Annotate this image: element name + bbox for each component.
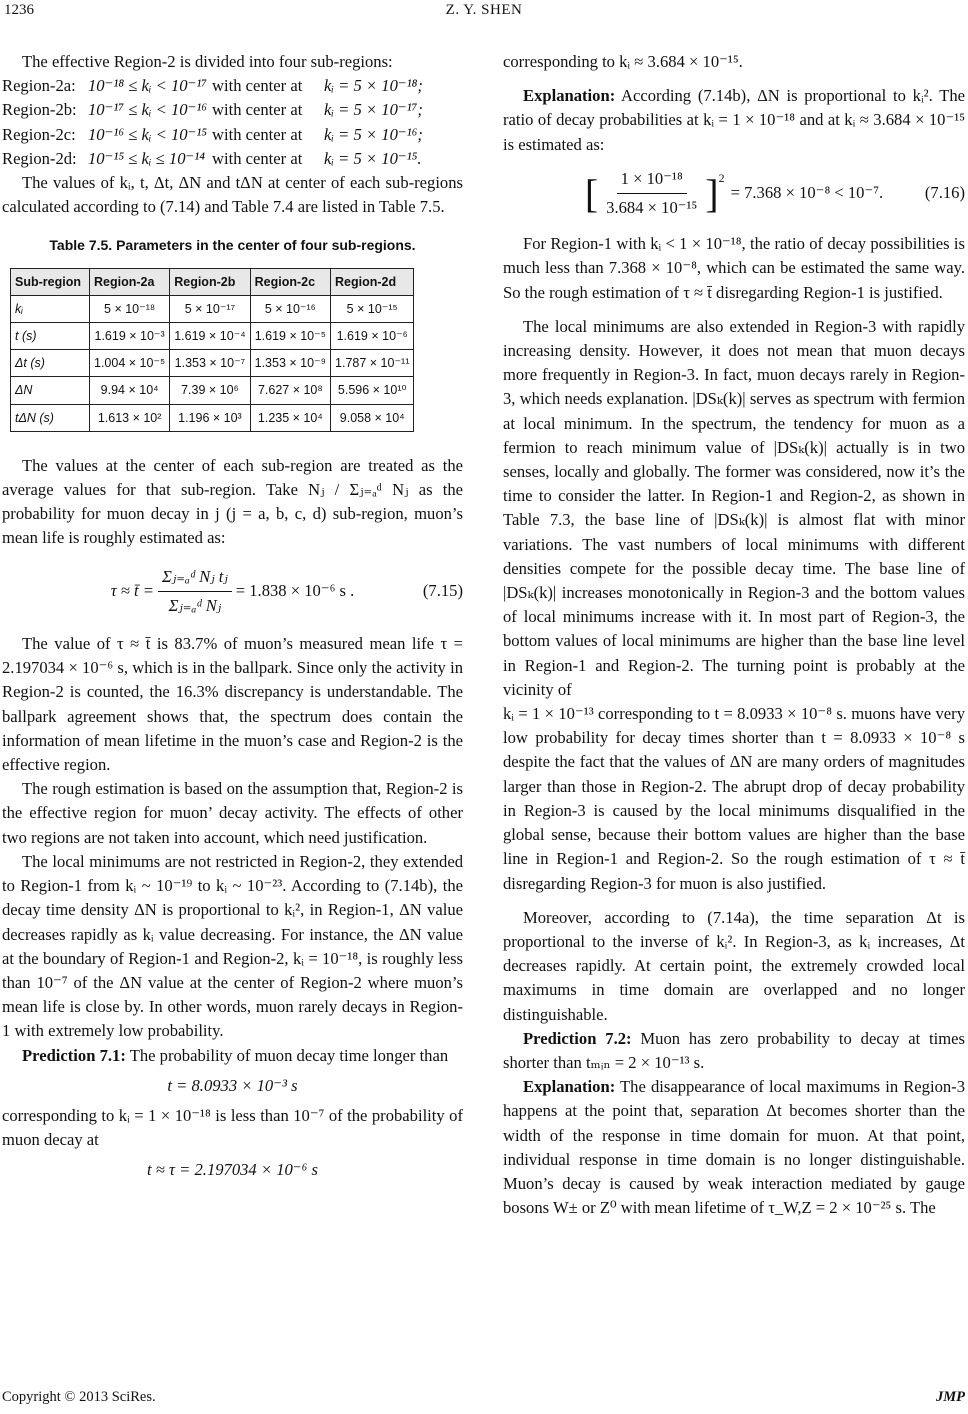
region-label: Region-2b: [2, 100, 77, 120]
table-cell: 9.94 × 10⁴ [90, 377, 170, 404]
region-center-label: with center at [212, 100, 303, 120]
equation-fraction [602, 167, 701, 220]
paragraph: The effective Region-2 is divided into four sub-regions: [22, 52, 393, 71]
table-cell: 1.619 × 10⁻⁴ [170, 323, 250, 350]
equation-7-15 [2, 565, 463, 618]
prediction-title: Prediction 7.2: [523, 1028, 632, 1048]
equation-numerator: 1 × 10⁻¹⁸ [617, 167, 687, 194]
region-range: 10⁻¹⁸ ≤ kᵢ < 10⁻¹⁷ [88, 76, 208, 96]
paragraph: corresponding to kᵢ = 1 × 10⁻¹⁸ is less than 10⁻⁷ of the probability of muon decay at [2, 1105, 463, 1150]
region-range: 10⁻¹⁶ ≤ kᵢ < 10⁻¹⁵ [88, 124, 208, 144]
table-header-row [11, 268, 414, 295]
prediction-text: The probability of muon decay time longer than [129, 1045, 449, 1065]
region-range: 10⁻¹⁷ ≤ kᵢ < 10⁻¹⁶ [88, 100, 208, 120]
explanation [503, 84, 965, 157]
region-center: kᵢ = 5 × 10⁻¹⁸; [324, 76, 423, 96]
table-cell: 1.619 × 10⁻⁶ [331, 323, 414, 350]
equation-numerator: Σⱼ₌ₐᵈ Nⱼ tⱼ [158, 565, 232, 592]
table-cell: 1.004 × 10⁻⁵ [90, 350, 170, 377]
table-row [11, 404, 414, 431]
region-center-label: with center at [212, 76, 303, 96]
region-center-label: with center at [212, 148, 303, 168]
parameters-table [10, 268, 414, 432]
row-label: tΔN (s) [11, 404, 90, 431]
table-cell: 5 × 10⁻¹⁷ [170, 295, 250, 322]
equation-lhs: τ ≈ t̄ = [110, 581, 154, 601]
table-cell: 1.196 × 10³ [170, 404, 250, 431]
right-column [503, 50, 965, 1220]
table-header: Region-2b [170, 268, 250, 295]
equation-fraction [158, 565, 232, 618]
table-header: Sub-region [11, 268, 90, 295]
region-row [2, 98, 463, 122]
explanation [503, 1075, 965, 1220]
row-label: t (s) [11, 323, 90, 350]
equation-number: (7.16) [924, 183, 965, 203]
table-cell: 9.058 × 10⁴ [331, 404, 414, 431]
journal-name: JMP [936, 1389, 965, 1405]
region-label: Region-2d: [2, 148, 77, 168]
row-label: ΔN [11, 377, 90, 404]
region-list [2, 74, 463, 171]
copyright: Copyright © 2013 SciRes. [2, 1389, 156, 1405]
table-row [11, 350, 414, 377]
region-range: 10⁻¹⁵ ≤ kᵢ ≤ 10⁻¹⁴ [88, 148, 205, 168]
equation-denominator: Σⱼ₌ₐᵈ Nⱼ [168, 595, 222, 615]
table-cell: 1.613 × 10² [90, 404, 170, 431]
equation-rhs: = 1.838 × 10⁻⁶ s . [235, 581, 355, 601]
explanation-text: According (7.14b), ΔN is proportional to kᵢ². The ratio of decay probabilities at kᵢ = 1 × 10⁻¹⁸ and at kᵢ ≈ 3.684 × 10⁻¹⁵ is estimated as: [503, 86, 966, 154]
table-row [11, 377, 414, 404]
table-cell: 5.596 × 10¹⁰ [331, 377, 414, 404]
paragraph: The rough estimation is based on the assumption that, Region-2 is the effective region for muon’ decay activity. The effects of other two regions are not taken into account, which need justification. [2, 779, 463, 847]
equation-number: (7.15) [422, 581, 463, 601]
running-author: Z. Y. SHEN [445, 2, 523, 18]
table-cell: 1.353 × 10⁻⁷ [170, 350, 250, 377]
table-cell: 5 × 10⁻¹⁸ [90, 295, 170, 322]
table-cell: 1.353 × 10⁻⁹ [250, 350, 330, 377]
table-cell: 1.619 × 10⁻³ [90, 323, 170, 350]
paragraph: Moreover, according to (7.14a), the time separation Δt is proportional to the inverse of kᵢ². In Region-3, as kᵢ increases, Δt decreases rapidly. At certain point, the extremely crowded local maximums in time domain are overlapped and no longer distinguishable. [503, 907, 965, 1024]
prediction-text: Muon has zero probability to decay at times shorter than tₘᵢₙ = 2 × 10⁻¹³ s. [503, 1028, 965, 1072]
page-number: 1236 [4, 2, 34, 18]
region-center: kᵢ = 5 × 10⁻¹⁶; [324, 124, 423, 144]
equation: t ≈ τ = 2.197034 × 10⁻⁶ s [147, 1160, 318, 1180]
table-header: Region-2c [250, 268, 330, 295]
prediction-7-1 [2, 1044, 463, 1068]
region-row [2, 74, 463, 98]
paragraph: kᵢ = 1 × 10⁻¹³ corresponding to t = 8.0933 × 10⁻⁸ s. muons have very low probability for decay times shorter than t = 8.0933 × 10⁻⁸ s despite the fact that the values of ΔN are many orders of magnitudes larger than those in Region-2. The abrupt drop of decay probability in Region-3 is caused by the local minimums disqualified in the global sense, because their bottom values are higher than the base line in Region-1 and Region-2. So the rough estimation of τ ≈ t̄ disregarding Region-3 for muon is also justified. [503, 704, 965, 893]
explanation-title: Explanation: [523, 1077, 616, 1097]
row-label: kᵢ [11, 295, 90, 322]
paragraph: The local minimums are not restricted in Region-2, they extended to Region-1 from kᵢ ~ 10⁻¹⁹ to kᵢ ~ 10⁻²³. According to (7.14b), the decay time density ΔN is proportional to kᵢ², in Region-1, ΔN value decreases rapidly as kᵢ value decreasing. For instance, the ΔN value at the boundary of Region-1 and Region-2, kᵢ = 10⁻¹⁸, is roughly less than 10⁻⁷ of the ΔN value at the center of Region-2 where muon’s mean life is close by. In other words, muon rarely decays in Region-1 with extremely low probability. [2, 851, 463, 1041]
region-row [2, 147, 463, 171]
region-label: Region-2a: [2, 76, 76, 96]
table-cell: 5 × 10⁻¹⁵ [331, 295, 414, 322]
equation-denominator: 3.684 × 10⁻¹⁵ [606, 198, 698, 218]
paragraph: The values at the center of each sub-region are treated as the average values for that sub-region. Take Nⱼ / Σⱼ₌ₐᵈ Nⱼ as the probability for muon decay in j (j = a, b, c, d) sub-region, muon’s mean life is roughly estimated as: [2, 455, 463, 548]
table-cell: 1.619 × 10⁻⁵ [250, 323, 330, 350]
table-cell: 1.235 × 10⁴ [250, 404, 330, 431]
table-cell: 1.787 × 10⁻¹¹ [331, 350, 414, 377]
region-row [2, 123, 463, 147]
row-label: Δt (s) [11, 350, 90, 377]
table-cell: 5 × 10⁻¹⁶ [250, 295, 330, 322]
paragraph: The local minimums are also extended in Region-3 with rapidly increasing density. However, it does not mean that muon decays more frequently in Region-3. In fact, muon decays rarely in Region-3, which needs explanation. |DSₖ(k)| serves as spectrum with fermion at local minimum. In the spectrum, the tendency for muon as a fermion to reach minimum value of |DSₖ(k)| actually is in two senses, locally and globally. The former was considered, now it’s the time to consider the latter. In Region-1 and Region-2, as shown in Table 7.3, the base line of |DSₖ(k)| is almost flat with minor variations. The vast numbers of local minimums with different densities compete for the possible decay time. The base line of |DSₖ(k)| increases monotonically in Region-3 and the bottom values of local minimums increase with it. In most part of Region-3, the bottom values of local minimums are higher than the base line level in Region-1 and Region-2. The turning point is probably at the vicinity of [503, 316, 965, 699]
explanation-text: The disappearance of local maximums in Region-3 happens at the point that, separation Δt becomes shorter than the width of the response in time domain for muon. At that point, individual response in time domain is no longer distinguishable. Muon’s decay is caused by weak interaction mediated by gauge bosons W± or Z⁰ with mean lifetime of τ_W,Z = 2 × 10⁻²⁵ s. The [503, 1077, 965, 1218]
paragraph: The value of τ ≈ t̄ is 83.7% of muon’s measured mean life τ = 2.197034 × 10⁻⁶ s, which is in the ballpark. Since only the activity in Region-2 is counted, the 16.3% discrepancy is understandable. The ballpark agreement shows that, the spectrum does contain the information of mean lifetime in the muon’s case and Region-2 is the effective region. [2, 634, 463, 775]
paragraph: corresponding to kᵢ ≈ 3.684 × 10⁻¹⁵. [503, 52, 743, 71]
left-bracket: [ [584, 170, 599, 216]
prediction-7-2 [503, 1027, 965, 1075]
table-cell: 7.39 × 10⁶ [170, 377, 250, 404]
region-center: kᵢ = 5 × 10⁻¹⁵. [324, 148, 422, 168]
page-header [0, 2, 968, 26]
table-row [11, 323, 414, 350]
explanation-title: Explanation: [523, 86, 616, 106]
table-cell: 7.627 × 10⁸ [250, 377, 330, 404]
prediction-title: Prediction 7.1: [22, 1045, 126, 1065]
left-column [2, 50, 463, 1189]
equation: t = 8.0933 × 10⁻³ s [167, 1075, 298, 1095]
region-center-label: with center at [212, 124, 303, 144]
table-header: Region-2a [90, 268, 170, 295]
table-row [11, 295, 414, 322]
equation-rhs: = 7.368 × 10⁻⁸ < 10⁻⁷. [730, 183, 884, 203]
right-bracket: ] [705, 170, 719, 216]
region-label: Region-2c: [2, 124, 76, 144]
table-header: Region-2d [331, 268, 414, 295]
table-caption: Table 7.5. Parameters in the center of four sub-regions. [49, 237, 416, 254]
paragraph: The values of kᵢ, t, Δt, ΔN and tΔN at center of each sub-regions calculated according to (7.14) and Table 7.4 are listed in Table 7.5. [2, 173, 463, 217]
page-footer [2, 1389, 965, 1406]
paragraph: For Region-1 with kᵢ < 1 × 10⁻¹⁸, the ratio of decay possibilities is much less than 7.368 × 10⁻⁸, which can be estimated the same way. So the rough estimation of τ ≈ t̄ disregarding Region-1 is justified. [503, 234, 965, 302]
region-center: kᵢ = 5 × 10⁻¹⁷; [324, 100, 423, 120]
equation-7-16: [ $\frac{\text{1 × 10⁻¹⁸}}{\text{3.684 × 10⁻¹⁵}}$ ] $^2$ = 7.368 × 10⁻⁸ < 10⁻⁷. (7.16) [503, 167, 965, 220]
